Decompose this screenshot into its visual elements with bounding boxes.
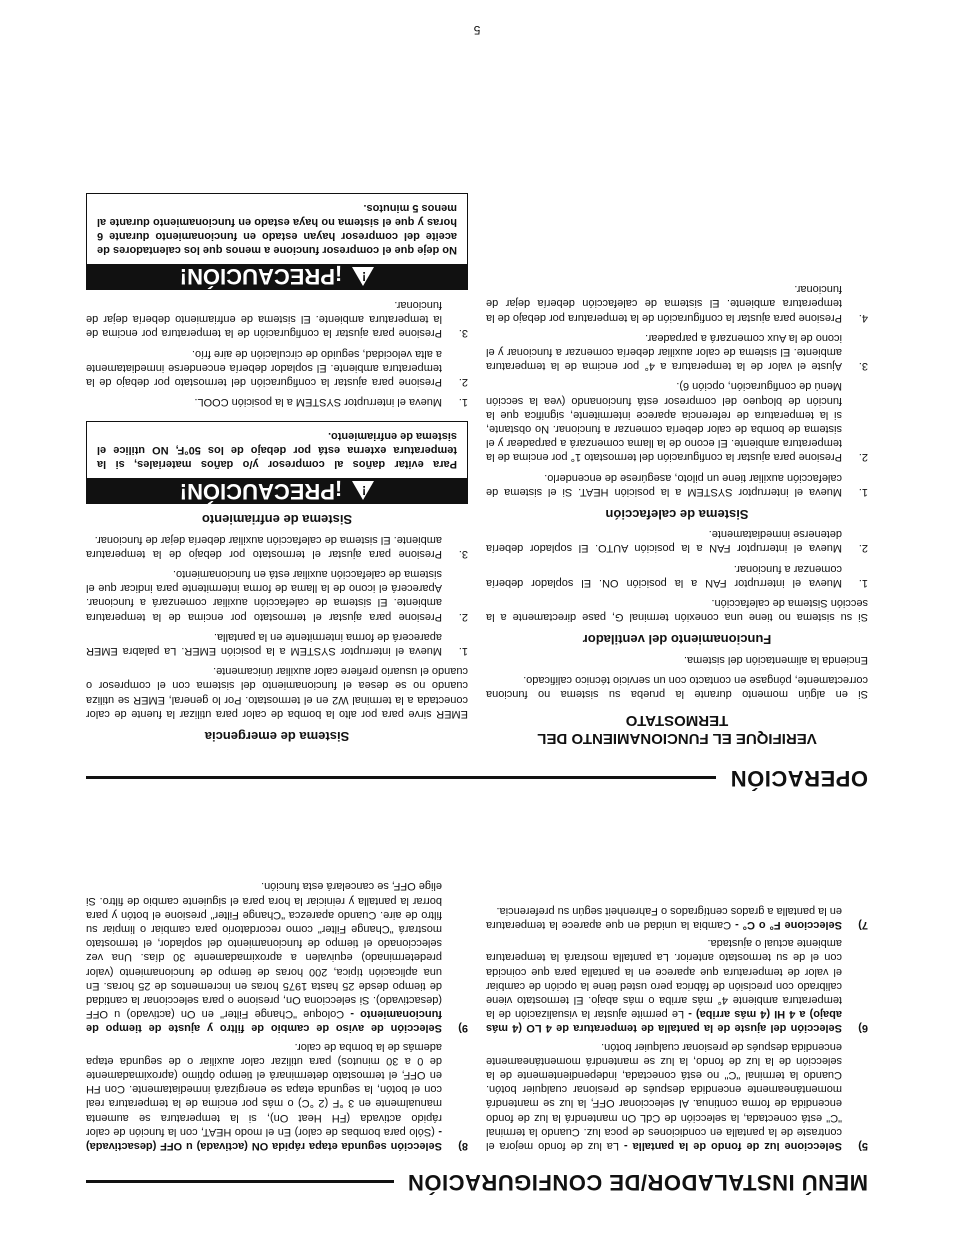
section-title: OPERACIÓN [730, 766, 868, 791]
fan-step: 2. Mueva el interruptor FAN a la posición AUTO. El soplador debería detenerse inmediatamente. [486, 528, 868, 555]
menu-item-5: 5) Seleccione luz de fondo de la pantalla - La luz de fondo mejora el contraste de la pantalla en condiciones de poca luz. Cuando la terminal "C" está conectada, la selección de CdL On mantendrá la luz de fondo encendida de forma continua. Al seleccionar OFF, la luz se mantendrá momentáneamente encendida después de presionar cualquier botón. Cuando la terminal "C" no está conectada, independientemente de la selección de la luz de fondo, la luz se mantendrá momentáneamente encendida después de presionar cualquier botón. [486, 1040, 868, 1152]
item-lead: Selección del ajuste de la pantalla de temperatura de 4 LO (4 más abajo) a 4 HI (4 más arriba) - [486, 1008, 842, 1035]
menu-item-9: 9) Selección de aviso de cambio de filtro y ajuste de tiempo de funcionamiento - Coloque "Change Filter" en On (activado) u OFF (desactivado). Si selecciona On, presione o para seleccionar la cantidad de tiempo desde 25 hasta 1975 horas en incrementos de 25 horas. En una aplicación típica, 200 horas de tiempo de funcionamiento (valor predeterminado) equivalen a aproximadamente 30 días. Una vez seleccionado el tiempo de funcionamiento del soplador, el termostato mostrará "Change Filter" como recordatorio para cambiar o limpiar su filtro de aire. Cuando aparezca "Change Filter" presione el botón y para borrar la pantalla y reiniciar la hora para el siguiente cambio de filtro. Si elige OFF, se cancelará esta función. [86, 880, 468, 1035]
verify-paragraph: Encienda la alimentación del sistema. [683, 653, 868, 666]
menu-left-column [486, 900, 868, 1153]
item-lead: Seleccione F° o C° - [735, 918, 842, 931]
item-lead: Selección segunda etapa rápida ON (activada) u OFF (desactivada) - [86, 1125, 442, 1152]
menu-right-column [86, 875, 468, 1153]
section-title: MENÚ INSTALADOR/DE CONFIGURACIÓN [407, 1170, 868, 1195]
menu-item-7: 7) Seleccione F° o C° - Cambia la unidad en que aparece la temperatura en la pantalla a grados centígrados o Fahrenheit según su preferencia. [485, 904, 868, 931]
caution-text: Para evitar daños al compresor y/o daños materiales, si la temperatura externa está por debajo de los 50°F, NO utilice el sistema de enfriamiento. [97, 430, 457, 471]
item-text: (Sólo para bombas de calor) En el modo HEAT, con la función de calor rápido activada (FH Heat On), si la temperatura se aumenta manualmente en 3 °F (2 °C) o más por encima de la temperatura real con el botón, la segunda etapa se energizará inmediatamente. Con FH en OFF, el termostato determinará el tiempo óptimo (aproximadamente de 0 a 30 minutos) para utilizar calor auxiliar o de segunda etapa además de la bomba de calor. [86, 1040, 442, 1138]
caution-text: No deje que el compresor funcione a menos que los calentadores de aceite del compresor hayan estado en funcionamiento durante 6 horas y que el sistema no haya estado en funcionamiento durante al menos 5 minutos. [97, 201, 457, 256]
emergency-step: 1. Mueva el interruptor SYSTEM a la posición EMER. La palabra EMER aparecerá de forma intermitente en la pantalla. [86, 630, 468, 657]
heat-step: 1. Mueva el interruptor SYSTEM a la posición HEAT. Si el sistema de calefacción auxiliar tiene un piloto, asegúrese de encenderlo. [486, 471, 868, 498]
verify-paragraph: Si en algún momento durante la prueba su sistema no funciona correctamente, póngase en contacto con un servicio técnico calificado. [486, 673, 868, 700]
fan-step: 1. Mueva el interruptor FAN a la posición ON. El soplador debería comenzar a funcionar. [486, 562, 868, 589]
section-rule [86, 777, 716, 780]
item-text: Coloque "Change Filter" en On (activado) u OFF (desactivado). Si selecciona On, presione o para seleccionar la cantidad de tiempo desde 25 hasta 1975 horas en incrementos de 25 horas. En una aplicación típica, 200 horas de tiempo de funcionamiento (valor predeterminado) equivalen a aproximadamente 30 días. Una vez seleccionado el tiempo de funcionamiento del soplador, el termostato mostrará "Change Filter" como recordatorio para cambiar o limpiar su filtro de aire. Cuando aparezca "Change Filter" presione el botón y para borrar la pantalla y reiniciar la hora para el siguiente cambio de filtro. Si elige OFF, se cancelará esta función. [86, 880, 442, 1021]
heat-step: 2. Presione para ajustar la configuración del termostato 1° por encima de la temperatura ambiente. El econo de la llama comenzará a parpadear y el sistema de bomba de calor debería comenzar a funcionar. No obstante, si la temperatura de referencia aparece intermitente, significa que la función de bloqueo del compresor está funcionando (vea la sección Menú de configuración, opción 6). [486, 380, 868, 464]
fan-title: Funcionamiento del ventilador [582, 632, 772, 648]
caution-label: ¡PRECAUCIÓN! [179, 478, 343, 504]
page-number: 5 [473, 23, 481, 37]
section-rule [86, 1181, 394, 1184]
section-header-menu [86, 1169, 868, 1195]
fan-intro: Si su sistema no tiene una conexión terminal G, pase directamente a la sección Sistema de calefacción. [486, 596, 868, 624]
warning-icon [352, 267, 374, 286]
heat-step: 3. Ajuste el valor de la temperatura a 4° por encima de la temperatura ambiente. El sistema de calor auxiliar debería comenzar a funcionar y el icono de la Aux comenzará a parpadear. [486, 331, 868, 373]
item-text: La luz de fondo mejora el contraste de la pantalla en condiciones de poca luz. Cuando la terminal "C" está conectada, la selección de CdL On mantendrá la luz de fondo encendida de forma continua. Al seleccionar OFF, la luz se mantendrá momentáneamente encendida después de presionar cualquier botón. Cuando la terminal "C" no está conectada, independientemente de la selección de la luz de fondo, la luz se mantendrá momentáneamente encendida después de presionar cualquier botón. [486, 1040, 842, 1152]
emergency-title: Sistema de emergencia [204, 729, 350, 744]
caution-label: ¡PRECAUCIÓN! [179, 264, 343, 290]
caution-box [86, 421, 468, 504]
warning-icon [352, 481, 374, 500]
emergency-step: 2. Presione para ajustar el termostato por encima de la temperatura ambiente. El sistema de calefacción auxiliar comenzará a funcionar. Aparecerá el icono de la llama de forma intermitente para indicar que el sistema de calefacción auxiliar está en funcionamiento. [86, 567, 468, 623]
emergency-intro: EMER sirve para por alto la bomba de calor para utilizar la fuente de calor conectada a la terminal W2 en el termostato. Por lo general, EMER se utiliza cuando no se desea el funcionamiento del sistema con el compresor o cuando el usuario prefiere calor auxiliar únicamente. [86, 665, 468, 720]
cooling-step: 2. Presione para ajustar la configuración del termostato por debajo de la temperatura ambiente. El soplador debería encenderse inmediatamente a alta velocidad, seguido de circulación de aire frío. [86, 347, 468, 388]
item-lead: Seleccione luz de fondo de la pantalla - [623, 1140, 842, 1152]
cooling-step: 1. Mueva el interruptor SYSTEM a la posición COOL. [194, 396, 468, 409]
cooling-title: Sistema de enfriamiento [201, 512, 353, 528]
caution-box [86, 193, 468, 290]
verify-title: VERIFIQUE EL FUNCIONAMIENTO DEL TERMOSTATO [537, 712, 817, 747]
operation-right-column [86, 181, 468, 749]
menu-item-8: 8) Selección segunda etapa rápida ON (activada) u OFF (desactivada) - (Sólo para bombas de calor) En el modo HEAT, con la función de calor rápido activada (FH Heat On), si la temperatura se aumenta manualmente en 3 °F (2 °C) o más por encima de la temperatura real con el botón, la segunda etapa se energizará inmediatamente. Con FH en OFF, el termostato determinará el tiempo óptimo (aproximadamente de 0 a 30 minutos) para utilizar calor auxiliar o de segunda etapa además de la bomba de calor. [86, 1040, 468, 1152]
item-lead: Selección de aviso de cambio de filtro y ajuste de tiempo de funcionamiento - [86, 1008, 442, 1035]
cooling-step: 3. Presione para ajustar la configuración de la temperatura por encima de la temperatura ambiente. El sistema de enfriamiento debería dejar de funcionar. [86, 298, 468, 340]
heat-title: Sistema de calefacción [605, 506, 749, 522]
section-header-operation [86, 765, 868, 791]
item-text: Cambia la unidad en que aparece la temperatura en la pantalla a grados centígrados o Fahrenheit según su preferencia. [485, 904, 842, 931]
menu-item-6: 6) Selección del ajuste de la pantalla de temperatura de 4 LO (4 más abajo) a 4 HI (4 más arriba) - Le permite ajustar la visualización de la temperatura ambiente 4° más arriba o más abajo. El termostato viene calibrado con precisión de fábrica pero usted tiene la opción de cambiar el valor de temperatura que aparece en la pantalla para que coincida con el de su termostato anterior. La pantalla mostrará la temperatura ambiente actual o ajustada. [486, 937, 868, 1035]
operation-left-column [486, 276, 868, 749]
heat-step: 4. Presione para ajustar la configuración de la temperatura por debajo de la temperatura ambiente. El sistema de calefacción debería dejar de funcionar. [486, 283, 868, 324]
emergency-step: 3. Presione para ajustar el termostato por debajo de la temperatura ambiente. El sistema de calefacción auxiliar debería dejar de funcionar. [86, 533, 468, 560]
item-text: Le permite ajustar la visualización de la temperatura ambiente 4° más arriba o más abajo. El termostato viene calibrado con precisión de fábrica pero usted tiene la opción de cambiar el valor de temperatura que aparece en la pantalla para que coincida con el de su termostato anterior. La pantalla mostrará la temperatura ambiente actual o ajustada. [486, 937, 842, 1021]
